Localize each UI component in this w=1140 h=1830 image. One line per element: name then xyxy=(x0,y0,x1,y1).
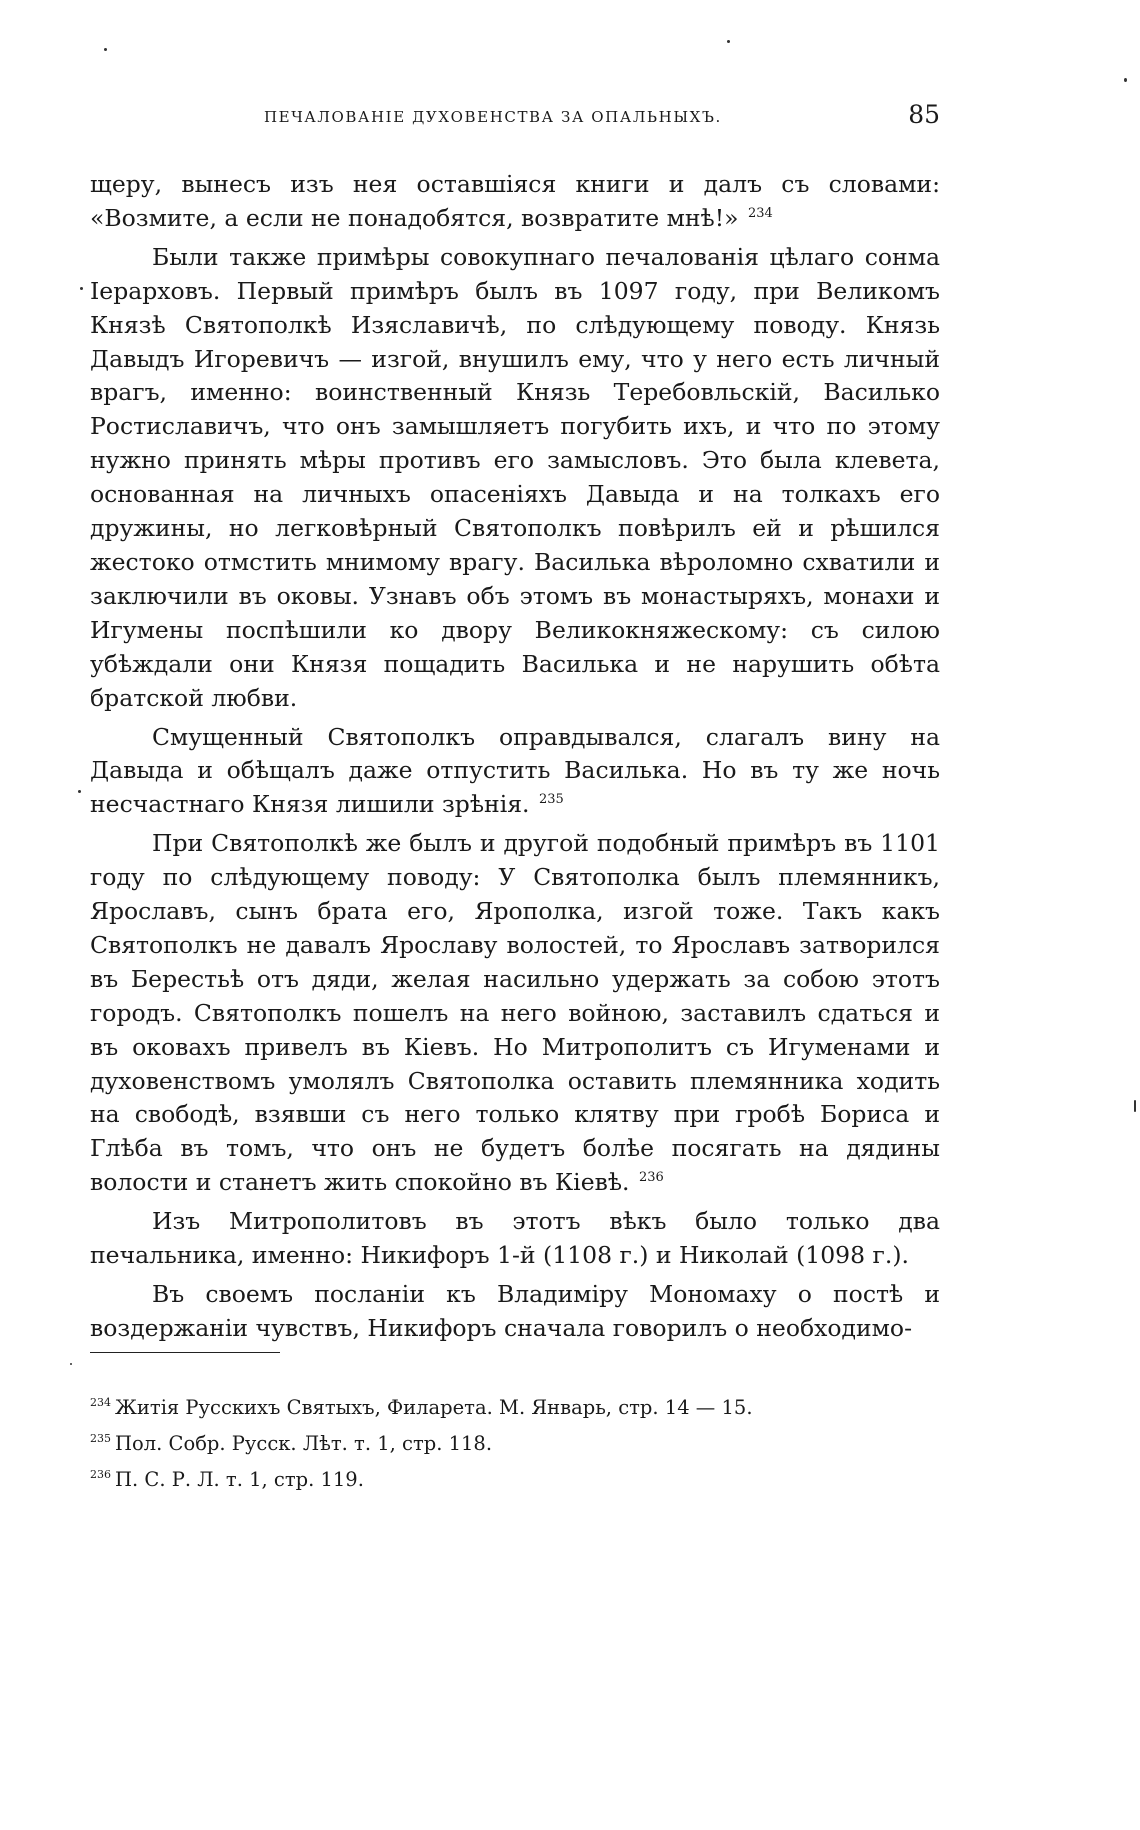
paragraph-text: При Святополкѣ же былъ и другой подобный примѣръ въ 1101 году по слѣдующему поводу: У Святополка былъ племянникъ, Ярославъ, сынъ брата его, Ярополка, изгой тоже. Такъ какъ Святополкъ не давалъ Ярославу волостей, то Ярославъ затворился въ Берестьѣ отъ дяди, желая насильно удержать за собою этотъ городъ. Святополкъ пошелъ на него войною, заставилъ сдаться и въ оковахъ привелъ въ Кіевъ. Но Митрополитъ съ Игуменами и духовенствомъ умолялъ Святополка оставить племянника ходить на свободѣ, взявши съ него только клятву при гробѣ Бориса и Глѣба въ томъ, что онъ не будетъ болѣе посягать на дядины волости и станетъ жить спокойно въ Кіевѣ. xyxy=(90,829,940,1197)
paragraph-2 xyxy=(90,241,940,716)
paragraph-4 xyxy=(90,827,940,1200)
scan-speck xyxy=(104,48,107,51)
page-number: 85 xyxy=(908,100,940,129)
footnote-235 xyxy=(90,1426,940,1462)
scan-speck xyxy=(80,287,83,290)
scan-speck xyxy=(1134,1100,1136,1112)
scan-speck xyxy=(1124,78,1127,82)
scan-speck xyxy=(70,1363,72,1365)
paragraph-6 xyxy=(90,1278,940,1346)
body-text xyxy=(90,168,940,1346)
scan-speck xyxy=(727,40,730,43)
footnote-ref-235: 235 xyxy=(539,792,564,808)
footnote-divider xyxy=(90,1352,280,1353)
footnote-text: Пол. Собр. Русск. Лѣт. т. 1, стр. 118. xyxy=(115,1432,493,1455)
paragraph-text: Были также примѣры совокупнаго печалованія цѣлаго сонма Іерарховъ. Первый примѣръ былъ въ 1097 году, при Великомъ Князѣ Святополкѣ Изяславичѣ, по слѣдующему поводу. Князь Давыдъ Игоревичъ — изгой, внушилъ ему, что у него есть личный врагъ, именно: воинственный Князь Теребовльскій, Василько Ростиславичъ, что онъ замышляетъ погубить ихъ, и что по этому нужно принять мѣры противъ его замысловъ. Это была клевета, основанная на личныхъ опасеніяхъ Давыда и на толкахъ его дружины, но легковѣрный Святополкъ повѣрилъ ей и рѣшился жестоко отмстить мнимому врагу. Василька вѣроломно схватили и заключили въ оковы. Узнавъ объ этомъ въ монастыряхъ, монахи и Игумены поспѣшили ко двору Великокняжескому: съ силою убѣждали они Князя пощадить Василька и не нарушить обѣта братской любви. xyxy=(90,242,940,712)
paragraph-text: Изъ Митрополитовъ въ этотъ вѣкъ было только два печальника, именно: Никифоръ 1-й (1108 г.) и Николай (1098 г.). xyxy=(90,1207,940,1270)
paragraph-3 xyxy=(90,721,940,823)
footnote-text: Житія Русскихъ Святыхъ, Филарета. М. Январь, стр. 14 — 15. xyxy=(115,1396,753,1419)
footnote-236 xyxy=(90,1462,940,1498)
footnote-number: 236 xyxy=(90,1468,111,1481)
footnote-number: 234 xyxy=(90,1396,111,1409)
running-head xyxy=(90,100,940,140)
paragraph-text: Въ своемъ посланіи къ Владиміру Мономаху о постѣ и воздержаніи чувствъ, Никифоръ сначала говорилъ о необходимо- xyxy=(90,1280,940,1342)
paragraph-text: щеру, вынесъ изъ нея оставшіяся книги и далъ съ словами: «Возмите, а если не понадобятся, возвратите мнѣ!» xyxy=(90,170,940,232)
footnote-ref-236: 236 xyxy=(638,1170,664,1186)
footnote-number: 235 xyxy=(90,1432,111,1445)
paragraph-1 xyxy=(90,168,940,236)
paragraph-5 xyxy=(90,1205,940,1273)
running-title: ПЕЧАЛОВАНІЕ ДУХОВЕНСТВА ЗА ОПАЛЬНЫХЪ. xyxy=(264,108,722,126)
footnote-234 xyxy=(90,1390,940,1426)
paragraph-text: Смущенный Святополкъ оправдывался, слагалъ вину на Давыда и обѣщалъ даже отпустить Василька. Но въ ту же ночь несчастнаго Князя лишили зрѣнія. xyxy=(90,722,940,819)
footnote-ref-234: 234 xyxy=(748,205,773,221)
footnotes xyxy=(90,1390,940,1498)
footnote-text: П. С. Р. Л. т. 1, стр. 119. xyxy=(115,1468,364,1491)
scan-speck xyxy=(78,790,81,793)
